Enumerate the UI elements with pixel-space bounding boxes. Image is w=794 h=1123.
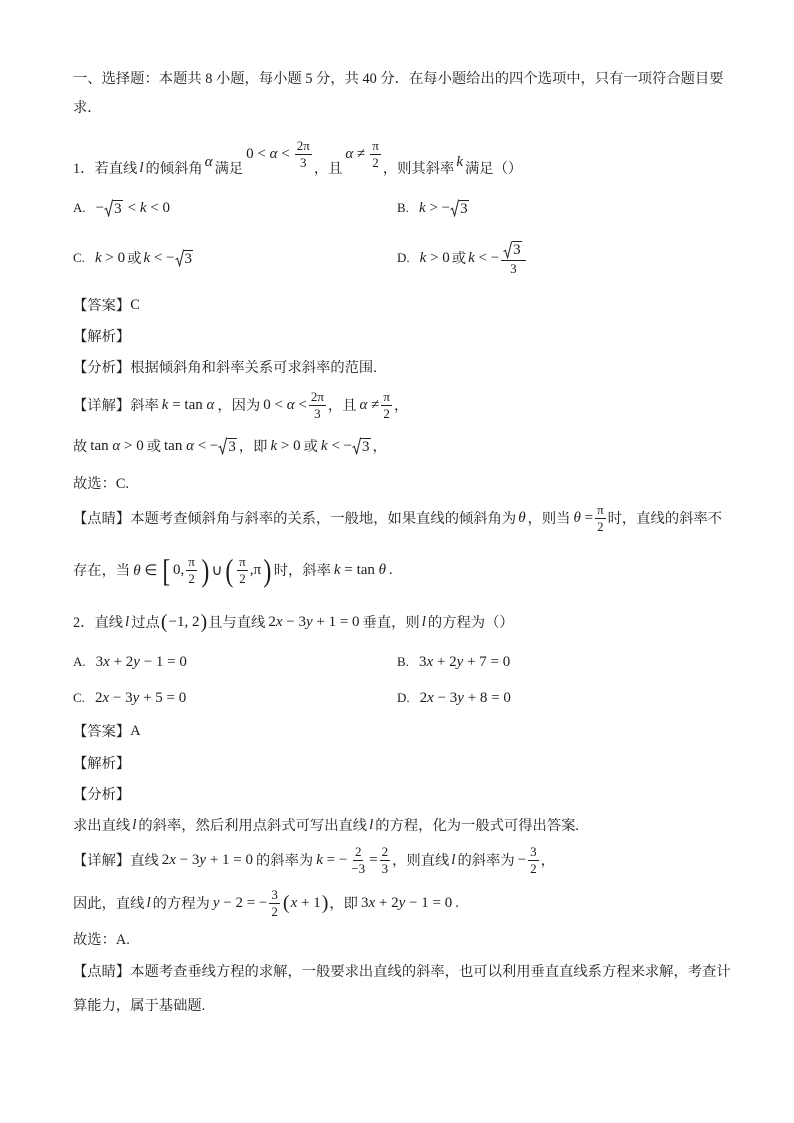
body-text: 的斜率，然后利用点斜式可写出直线 xyxy=(138,818,368,834)
numerator: 3 xyxy=(530,843,537,859)
math-expression: k = tan θ xyxy=(333,561,387,578)
q1-conclusion xyxy=(73,434,387,458)
math-expression: k > 0 xyxy=(95,249,126,266)
numerator: π xyxy=(188,553,195,569)
square-root xyxy=(352,437,371,455)
q2-xiangjie xyxy=(73,840,555,880)
denominator: 3 xyxy=(381,860,389,876)
body-text: ，因为 xyxy=(217,398,261,414)
q1-dianjing-line2 xyxy=(73,548,393,592)
square-root xyxy=(450,199,469,217)
xiangjie-tag: 【详解】 xyxy=(73,398,131,414)
or-text: 或 xyxy=(127,251,142,267)
body-text: ，即 xyxy=(329,896,358,912)
math-variable: l xyxy=(125,613,130,630)
fraction xyxy=(370,139,381,170)
body-text: 的方程，化为一般式可得出答案. xyxy=(375,818,580,834)
math-expression: 2x − 3y + 8 = 0 xyxy=(419,689,511,706)
math-variable: x xyxy=(102,689,110,706)
math-expression: − xyxy=(95,199,105,216)
math-expression: θ ∈ xyxy=(133,562,158,579)
point-coordinates: −1, 2 xyxy=(168,613,200,630)
stem-text: 直线 xyxy=(94,615,124,631)
left-paren: ( xyxy=(282,892,290,914)
numerator: π xyxy=(372,137,379,153)
body-text: 求出直线 xyxy=(73,818,131,834)
union-symbol: ∪ xyxy=(211,562,223,579)
q2-choice xyxy=(73,929,130,949)
or-text: 或 xyxy=(451,251,467,267)
denominator: 2 xyxy=(383,405,390,421)
q2-option-a xyxy=(73,652,187,672)
math-expression: k < − xyxy=(143,249,175,266)
fraction xyxy=(381,390,392,421)
body-text: ，即 xyxy=(238,439,268,455)
body-text: 本题考查垂线方程的求解，一般要求出直线的斜率，也可以利用垂直直线系方程来求解，考查计 xyxy=(130,964,731,980)
section-instructions-line xyxy=(73,68,724,88)
option-label: C. xyxy=(73,690,85,705)
q1-option-c xyxy=(73,238,195,278)
math-variable: x xyxy=(290,894,298,911)
condition-inequality xyxy=(243,139,314,170)
math-variable: α xyxy=(286,396,295,413)
right-paren: ) xyxy=(321,892,329,914)
math-expression: α ≠ xyxy=(359,396,380,413)
fraction xyxy=(186,555,197,586)
denominator: 2 xyxy=(597,518,604,534)
math-variable: k xyxy=(468,249,475,266)
math-variable: l xyxy=(451,851,456,868)
math-expression: k < − xyxy=(320,437,353,454)
body-text: 直线 xyxy=(130,853,159,869)
q2-dianjing-line1 xyxy=(73,961,731,981)
square-root xyxy=(104,199,123,217)
square-root xyxy=(503,241,522,259)
math-variable: α xyxy=(204,153,213,170)
analysis-tag: 【解析】 xyxy=(73,329,131,345)
math-variable: k xyxy=(419,249,427,266)
fraction xyxy=(501,241,526,276)
option-label: C. xyxy=(73,250,85,265)
body-text: 的斜率为 xyxy=(256,853,314,869)
math-variable: θ xyxy=(378,561,387,578)
numerator: 2 xyxy=(381,843,389,859)
variable-l xyxy=(139,160,143,177)
body-text: 本题考查倾斜角与斜率的关系，一般地，如果直线的倾斜角为 xyxy=(130,511,517,527)
radical-sign xyxy=(352,437,361,455)
math-variable: l xyxy=(421,613,426,630)
choice-text: 故选：C. xyxy=(73,476,130,492)
body-text: ，则直线 xyxy=(392,853,450,869)
radical-sign xyxy=(450,199,459,217)
math-variable: α xyxy=(345,145,354,162)
radicand: 3 xyxy=(460,200,468,217)
math-variable: θ xyxy=(518,509,526,526)
q2-dianjing-line2 xyxy=(73,995,205,1015)
math-variable: l xyxy=(146,894,151,911)
body-text: 因此，直线 xyxy=(73,896,145,912)
math-variable: x xyxy=(103,653,110,670)
square-root xyxy=(175,249,194,267)
numerator: π xyxy=(383,388,390,404)
math-expression: 3x + 2y − 1 = 0 xyxy=(360,894,453,911)
stem-text: ，则其斜率 xyxy=(382,161,455,177)
numerator: 2 xyxy=(354,843,362,859)
q1-dianjing-line1 xyxy=(73,498,722,538)
math-variable: l xyxy=(139,159,144,176)
math-variable: x xyxy=(275,613,283,630)
q1-option-a xyxy=(73,196,173,220)
radical-sign xyxy=(175,249,184,267)
math-expression: tan α < − xyxy=(164,437,219,454)
math-variable: y xyxy=(398,894,406,911)
math-variable: k xyxy=(95,249,102,266)
q2-option-b xyxy=(397,652,510,672)
math-variable: x xyxy=(426,653,434,670)
numerator: 2π xyxy=(310,388,324,404)
variable-theta xyxy=(518,510,525,527)
denominator: 2 xyxy=(530,860,537,876)
fraction xyxy=(349,845,367,876)
math-variable: k xyxy=(316,851,323,868)
answer-tag: 【答案】 xyxy=(73,298,131,314)
choice-text: 故选：A. xyxy=(73,932,130,948)
math-variable: y xyxy=(199,851,207,868)
math-variable: y xyxy=(457,689,464,706)
math-variable: y xyxy=(456,653,464,670)
left-bracket: [ xyxy=(162,552,171,588)
math-variable: k xyxy=(419,199,426,216)
math-variable: k xyxy=(456,153,463,170)
body-text: ， xyxy=(540,853,555,869)
denominator: 2 xyxy=(188,570,195,586)
math-variable: y xyxy=(212,894,220,911)
math-expression: k > 0 xyxy=(270,437,301,454)
math-expression: 2x − 3y + 1 = 0 xyxy=(161,851,254,868)
q1-xiangjie xyxy=(73,385,408,425)
math-expression: 0 < α < xyxy=(246,145,290,162)
fraction xyxy=(380,845,391,876)
math-expression: k = tan α xyxy=(161,396,215,413)
body-text: ，且 xyxy=(327,398,357,414)
q2-fenxi xyxy=(73,815,579,835)
stem-text: 的方程为（） xyxy=(427,615,514,631)
q2-option-d xyxy=(397,688,511,708)
section-instructions-text: 一、选择题：本题共 8 小题，每小题 5 分，共 40 分．在每小题给出的四个选项中，只有一项符合题目要 xyxy=(73,71,724,87)
stem-text: 垂直，则 xyxy=(362,615,420,631)
fraction xyxy=(595,503,606,534)
math-variable: α xyxy=(112,437,121,454)
q2-option-c xyxy=(73,688,186,708)
equals-sign: = xyxy=(369,851,378,868)
math-variable: y xyxy=(305,613,313,630)
variable-alpha xyxy=(205,154,213,171)
left-paren: ( xyxy=(160,611,168,633)
section-instructions-line xyxy=(73,97,102,117)
math-variable: k xyxy=(320,437,328,454)
math-variable: k xyxy=(139,199,147,216)
math-variable: α xyxy=(186,437,194,454)
stem-text: 若直线 xyxy=(94,161,138,177)
option-label: A. xyxy=(73,200,86,215)
right-paren: ) xyxy=(200,611,208,633)
body-text: 存在，当 xyxy=(73,563,131,579)
math-variable: k xyxy=(333,561,341,578)
body-text: 斜率 xyxy=(130,398,159,414)
q2-fenxi-heading xyxy=(73,784,130,804)
q2-stem xyxy=(73,609,514,635)
fraction xyxy=(295,139,312,170)
body-text: ， xyxy=(393,398,409,414)
body-text: 算能力，属于基础题. xyxy=(73,998,206,1014)
radical-sign xyxy=(218,437,227,455)
q1-option-d xyxy=(397,238,528,278)
radicand: 3 xyxy=(228,438,236,455)
square-root xyxy=(218,437,237,455)
radicand: 3 xyxy=(184,250,193,267)
math-expression: 3x + 2y + 7 = 0 xyxy=(419,653,511,670)
answer-value: C xyxy=(130,296,140,313)
math-expression: θ = xyxy=(573,509,594,526)
radical-sign xyxy=(104,199,113,217)
stem-text: 满足（） xyxy=(465,161,523,177)
body-text: ，则当 xyxy=(527,511,571,527)
q1-analysis-heading xyxy=(73,326,130,346)
denominator: 3 xyxy=(510,260,517,276)
stem-text: 过点 xyxy=(131,615,160,631)
option-label: A. xyxy=(73,654,86,669)
body-text: 或 xyxy=(303,439,318,455)
fraction xyxy=(528,845,539,876)
body-text: . xyxy=(455,894,459,911)
math-expression: 2x − 3y + 1 = 0 xyxy=(268,613,360,630)
q1-fenxi xyxy=(73,357,377,377)
denominator: −3 xyxy=(351,860,366,876)
math-expression: k > − xyxy=(419,199,451,216)
fenxi-text: 根据倾斜角和斜率关系可求斜率的范围. xyxy=(130,360,377,376)
body-text: 故 xyxy=(73,439,88,455)
numerator: 2π xyxy=(296,137,310,153)
answer-tag: 【答案】 xyxy=(73,724,131,740)
q2-analysis-heading xyxy=(73,753,130,773)
section-instructions-text: 求． xyxy=(73,100,102,116)
variable-l xyxy=(451,852,455,869)
variable-l xyxy=(369,817,373,834)
fenxi-tag: 【分析】 xyxy=(73,360,131,376)
fenxi-tag: 【分析】 xyxy=(73,787,131,803)
math-expression: < k < 0 xyxy=(127,199,170,216)
body-text: 的方程为 xyxy=(152,896,210,912)
numerator: 3 xyxy=(271,886,278,902)
q1-option-b xyxy=(397,196,471,220)
body-text: 时，直线的斜率不 xyxy=(607,511,723,527)
math-variable: k xyxy=(270,437,278,454)
dianjing-tag: 【点睛】 xyxy=(73,511,131,527)
numerator: π xyxy=(239,553,246,569)
minus-sign: − xyxy=(517,851,527,868)
xiangjie-tag: 【详解】 xyxy=(73,853,131,869)
math-variable: α xyxy=(206,396,215,413)
math-expression: 2x − 3y + 5 = 0 xyxy=(95,689,187,706)
variable-l xyxy=(125,614,129,631)
denominator: 3 xyxy=(300,154,307,170)
option-label: B. xyxy=(397,200,409,215)
math-variable: θ xyxy=(573,509,581,526)
math-variable: θ xyxy=(133,562,141,579)
numerator: π xyxy=(597,501,604,517)
math-expression: k > 0 xyxy=(419,249,450,266)
denominator: 2 xyxy=(372,154,379,170)
right-paren: ) xyxy=(201,552,210,588)
math-variable: y xyxy=(132,689,140,706)
denominator: 3 xyxy=(314,405,321,421)
math-expression: k < − xyxy=(468,249,500,266)
denominator: 2 xyxy=(271,903,278,919)
variable-k xyxy=(456,154,463,171)
question-number: 2． xyxy=(73,615,95,631)
body-text: . xyxy=(389,561,393,578)
variable-l xyxy=(132,817,136,834)
math-expression: ,π xyxy=(249,561,262,578)
left-paren: ( xyxy=(224,552,233,588)
body-text: 或 xyxy=(146,439,162,455)
analysis-tag: 【解析】 xyxy=(73,756,131,772)
math-variable: y xyxy=(133,653,140,670)
radical-sign xyxy=(503,241,512,259)
numerator xyxy=(501,241,526,261)
math-expression: k = − xyxy=(316,851,348,868)
stem-text: 的倾斜角 xyxy=(145,161,203,177)
body-text: 时，斜率 xyxy=(273,563,331,579)
math-variable: k xyxy=(143,249,151,266)
fraction xyxy=(237,555,248,586)
q2-line-equation xyxy=(73,883,459,923)
math-expression: 0 < α < xyxy=(263,396,307,413)
stem-text: 满足 xyxy=(214,161,244,177)
math-expression: α ≠ xyxy=(345,145,366,162)
radicand: 3 xyxy=(513,242,521,258)
fraction xyxy=(269,888,280,919)
condition-not-equal xyxy=(342,139,382,170)
q2-answer xyxy=(73,721,141,741)
fraction xyxy=(309,390,326,421)
body-text: 的斜率为 xyxy=(457,853,515,869)
answer-value: A xyxy=(130,722,141,739)
math-expression: x + 1 xyxy=(290,894,321,911)
option-label: B. xyxy=(397,654,409,669)
q1-answer xyxy=(73,295,140,315)
math-variable: l xyxy=(369,816,374,833)
radicand: 3 xyxy=(362,438,370,455)
option-label: D. xyxy=(397,690,410,705)
math-variable: x xyxy=(368,894,376,911)
math-variable: k xyxy=(161,396,169,413)
math-variable: l xyxy=(132,816,137,833)
math-variable: α xyxy=(359,396,368,413)
math-expression: 0, xyxy=(173,561,185,578)
math-expression: tan α > 0 xyxy=(90,437,144,454)
math-variable: x xyxy=(427,689,434,706)
math-variable: x xyxy=(169,851,176,868)
right-paren: ) xyxy=(263,552,272,588)
math-expression: y − 2 = − xyxy=(212,894,268,911)
stem-text: 且与直线 xyxy=(208,615,266,631)
q1-choice xyxy=(73,473,129,493)
denominator: 2 xyxy=(239,570,246,586)
option-label: D. xyxy=(397,250,410,265)
variable-l xyxy=(422,614,426,631)
math-variable: α xyxy=(269,145,278,162)
math-expression: 3x + 2y − 1 = 0 xyxy=(95,653,187,670)
stem-text: ，且 xyxy=(313,161,343,177)
question-number: 1． xyxy=(73,161,95,177)
dianjing-tag: 【点睛】 xyxy=(73,964,131,980)
variable-l xyxy=(146,895,150,912)
body-text: ， xyxy=(372,439,387,455)
radicand: 3 xyxy=(114,200,122,217)
